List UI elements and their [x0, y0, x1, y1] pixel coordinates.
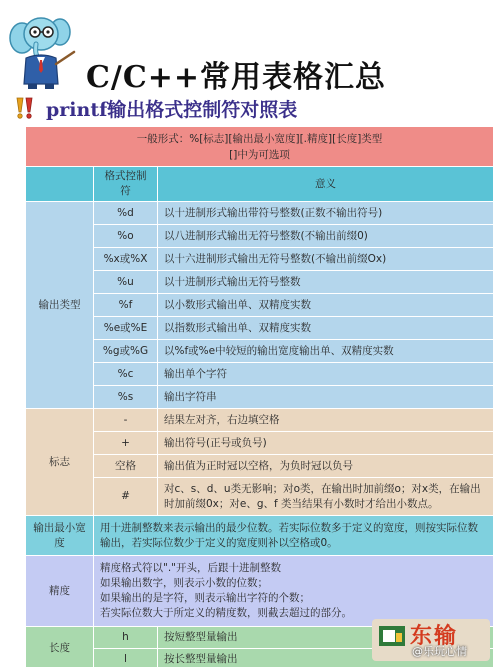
spec-cell: %u	[94, 271, 158, 294]
precision-label: 精度	[26, 556, 94, 627]
printf-format-table	[25, 126, 494, 667]
table-row	[26, 478, 494, 516]
double-exclamation-icon	[14, 96, 36, 120]
column-header-spec: 格式控制符	[94, 167, 158, 202]
table-row	[26, 202, 494, 225]
spec-cell: +	[94, 432, 158, 455]
meaning-cell: 以八进制形式输出无符号整数(不输出前缀0)	[158, 225, 494, 248]
meaning-cell: 输出符号(正号或负号)	[158, 432, 494, 455]
meaning-cell: 输出单个字符	[158, 363, 494, 386]
spec-cell: 空格	[94, 455, 158, 478]
spec-cell: %g或%G	[94, 340, 158, 363]
elephant-teacher-icon	[8, 8, 80, 90]
table-row	[26, 271, 494, 294]
min-width-label: 输出最小宽度	[26, 516, 94, 556]
spec-cell: %e或%E	[94, 317, 158, 340]
spec-cell: %x或%X	[94, 248, 158, 271]
meaning-cell: 用十进制整数来表示输出的最少位数。若实际位数多于定义的宽度，则按实际位数输出，若实际位数少于定义的宽度则补以空格或0。	[94, 516, 494, 556]
page-title: C/C++常用表格汇总	[86, 60, 386, 95]
meaning-cell: 以十进制形式输出带符号整数(正数不输出符号)	[158, 202, 494, 225]
page-subtitle: printf输出格式控制符对照表	[46, 98, 298, 121]
spec-cell: %o	[94, 225, 158, 248]
general-form-text: 一般形式：%[标志][输出最小宽度][.精度][长度]类型	[136, 132, 383, 145]
meaning-cell: 输出值为正时冠以空格，为负时冠以负号	[158, 455, 494, 478]
general-form-row	[26, 127, 494, 167]
meaning-cell: 输出字符串	[158, 386, 494, 409]
type-group-label: 输出类型	[26, 202, 94, 409]
flag-group-label: 标志	[26, 409, 94, 516]
meaning-cell: 以小数形式输出单、双精度实数	[158, 294, 494, 317]
precision-line: 如果输出的是字符，则表示输出字符的个数；	[100, 592, 310, 604]
meaning-cell: 以%f或%e中较短的输出宽度输出单、双精度实数	[158, 340, 494, 363]
spec-cell: h	[94, 627, 158, 649]
general-form-cell	[26, 127, 494, 167]
meaning-cell: 以十六进制形式输出无符号整数(不输出前缀Ox)	[158, 248, 494, 271]
meaning-cell: 按长整型量输出	[158, 649, 494, 667]
meaning-cell: 对c、s、d、u类无影响；对o类，在输出时加前缀o；对x类，在输出时加前缀0x；对e、g、f 类当结果有小数时才给出小数点。	[158, 478, 494, 516]
meaning-cell: 结果左对齐，右边填空格	[158, 409, 494, 432]
table-row	[26, 225, 494, 248]
watermark-brand: 东输	[410, 623, 459, 649]
watermark-handle: @乐玩心情	[412, 645, 467, 658]
brand-logo-icon	[378, 625, 406, 647]
meaning-cell: 以指数形式输出单、双精度实数	[158, 317, 494, 340]
spec-cell: -	[94, 409, 158, 432]
table-row	[26, 248, 494, 271]
precision-line: 精度格式符以"."开头，后跟十进制整数	[100, 562, 281, 574]
spec-cell: %d	[94, 202, 158, 225]
length-group-label: 长度	[26, 627, 94, 667]
spec-cell: l	[94, 649, 158, 667]
table-row	[26, 340, 494, 363]
table-row	[26, 516, 494, 556]
optional-note: []中为可选项	[229, 148, 290, 161]
table-row	[26, 294, 494, 317]
page-header	[0, 0, 500, 130]
table-row	[26, 409, 494, 432]
table-row	[26, 386, 494, 409]
table-row	[26, 363, 494, 386]
meaning-cell: 按短整型量输出	[158, 627, 494, 649]
table-header-row	[26, 167, 494, 202]
meaning-cell: 以十进制形式输出无符号整数	[158, 271, 494, 294]
table-row	[26, 317, 494, 340]
watermark	[372, 615, 494, 663]
table-row	[26, 455, 494, 478]
spec-cell: %c	[94, 363, 158, 386]
subtitle-row	[14, 94, 297, 122]
column-header-meaning: 意义	[158, 167, 494, 202]
spec-cell: %s	[94, 386, 158, 409]
precision-line: 若实际位数大于所定义的精度数，则截去超过的部分。	[100, 607, 352, 619]
spec-cell: #	[94, 478, 158, 516]
header-blank-cell	[26, 167, 94, 202]
spec-cell: %f	[94, 294, 158, 317]
precision-line: 如果输出数字，则表示小数的位数；	[100, 577, 268, 589]
table-row	[26, 432, 494, 455]
